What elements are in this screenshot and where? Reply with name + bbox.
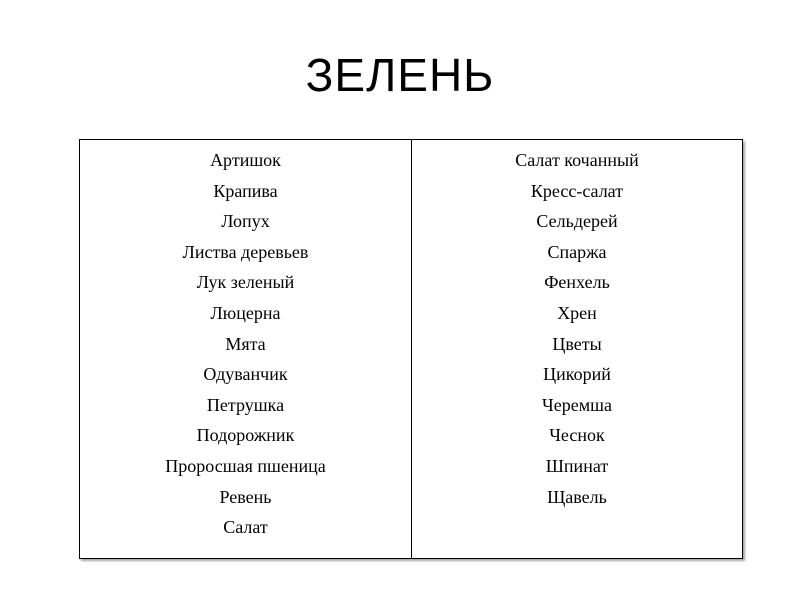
list-item: Кресс-салат	[530, 180, 624, 201]
list-item: Артишок	[210, 150, 281, 170]
left-column	[80, 140, 412, 558]
list-item: Проросшая пшеница	[165, 455, 326, 476]
greens-table	[79, 139, 743, 559]
list-item: Хрен	[557, 302, 597, 323]
list-item: Петрушка	[206, 394, 285, 415]
list-item: Лук зеленый	[196, 272, 295, 293]
list-item: Сельдерей	[536, 211, 618, 232]
list-item: Салат кочанный	[515, 150, 639, 170]
list-item: Салат	[223, 517, 268, 538]
list-item: Листва деревьев	[182, 241, 309, 262]
list-item: Щавель	[547, 486, 607, 507]
list-item: Черемша	[542, 394, 612, 415]
list-item: Спаржа	[547, 241, 607, 262]
slide-title: ЗЕЛЕНЬ	[305, 49, 495, 101]
list-item: Чеснок	[549, 425, 605, 446]
list-item: Подорожник	[196, 425, 295, 446]
right-column	[412, 140, 742, 558]
list-item: Цветы	[552, 333, 602, 354]
list-item: Крапива	[213, 180, 278, 201]
list-item: Лопух	[221, 211, 270, 232]
list-item: Мята	[225, 333, 266, 354]
list-item: Цикорий	[543, 364, 611, 385]
list-item: Одуванчик	[203, 364, 288, 385]
list-item: Шпинат	[545, 455, 609, 476]
list-item: Ревень	[219, 486, 272, 507]
list-item: Фенхель	[544, 272, 610, 293]
list-item: Люцерна	[210, 302, 281, 323]
